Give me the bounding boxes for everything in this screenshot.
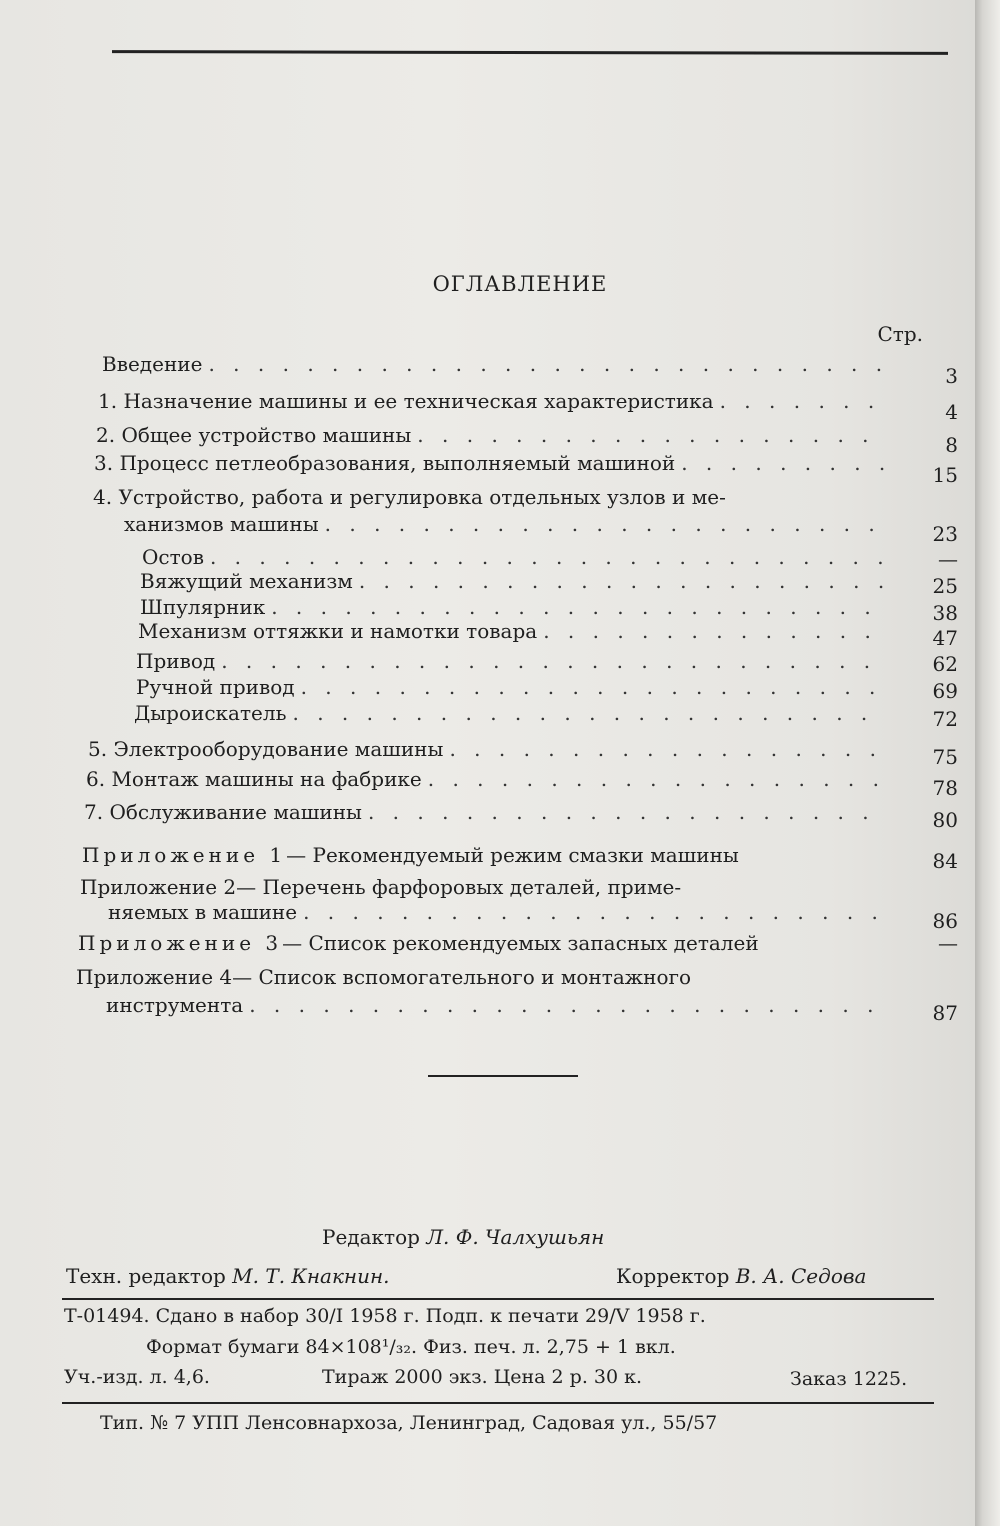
toc-page-number: 23 bbox=[932, 522, 958, 546]
page-edge-shadow bbox=[975, 0, 1000, 1526]
toc-subentry: Вяжущий механизм . . . 25 bbox=[140, 569, 890, 593]
toc-page-number: 78 bbox=[932, 776, 958, 800]
imprint-rule-bottom bbox=[62, 1402, 934, 1404]
toc-subentry: Шпулярник . . . 38 bbox=[140, 595, 890, 619]
toc-appendix: Приложение 1 — Рекомендуемый режим смазки машины 84 bbox=[82, 843, 958, 873]
imprint-rule-top bbox=[62, 1298, 934, 1300]
toc-page-number: 87 bbox=[932, 1001, 958, 1025]
page-column-label: Стр. bbox=[877, 322, 923, 346]
toc-appendix: инструмента . . . 87 bbox=[106, 993, 890, 1017]
toc-page-number: — bbox=[938, 931, 958, 955]
toc-page-number: 8 bbox=[945, 433, 958, 457]
toc-page-number: 62 bbox=[932, 652, 958, 676]
imprint-line-3a: Уч.-изд. л. 4,6. bbox=[64, 1366, 210, 1388]
toc-subentry: Привод . . . 62 bbox=[136, 649, 890, 673]
toc-subentry: Механизм оттяжки и намотки товара . . . 47 bbox=[138, 619, 890, 643]
imprint-line-3c: Заказ 1225. bbox=[790, 1368, 908, 1390]
toc-entry: 1. Назначение машины и ее техническая характеристика . . . 4 bbox=[98, 389, 890, 413]
toc-appendix-line: Приложение 2— Перечень фарфоровых деталей, приме- bbox=[80, 875, 682, 899]
imprint-line-3b: Тираж 2000 экз. Цена 2 р. 30 к. bbox=[322, 1366, 643, 1388]
toc-page-number: 25 bbox=[932, 574, 958, 598]
toc-page-number: 69 bbox=[932, 679, 958, 703]
toc-page-number: 38 bbox=[932, 601, 958, 625]
imprint-line-1: Т-01494. Сдано в набор 30/I 1958 г. Подп. к печати 29/V 1958 г. bbox=[64, 1305, 706, 1327]
toc-page-number: 47 bbox=[932, 626, 958, 650]
toc-page-number: 15 bbox=[932, 463, 958, 487]
printer-line: Тип. № 7 УПП Ленсовнархоза, Ленинград, Садовая ул., 55/57 bbox=[100, 1412, 718, 1434]
toc-entry: 5. Электрооборудование машины . . . 75 bbox=[88, 737, 890, 761]
tech-editor-line: Техн. редактор М. Т. Кнакнин. bbox=[66, 1264, 390, 1288]
toc-subentry: Ручной привод . . . 69 bbox=[136, 675, 890, 699]
toc-page-number: 80 bbox=[932, 808, 958, 832]
section-divider bbox=[428, 1075, 578, 1077]
toc-entry: 3. Процесс петлеобразования, выполняемый машиной . . . 15 bbox=[94, 451, 890, 475]
toc-page-number: 75 bbox=[932, 745, 958, 769]
toc-page-number: — bbox=[938, 547, 958, 571]
toc-page-number: 72 bbox=[932, 707, 958, 731]
editor-line: Редактор Л. Ф. Чалхушьян bbox=[322, 1225, 605, 1249]
toc-appendix: Приложение 3 — Список рекомендуемых запасных деталей — bbox=[78, 931, 958, 955]
toc-page-number: 3 bbox=[945, 364, 958, 388]
toc-entry: 7. Обслуживание машины . . . 80 bbox=[84, 800, 890, 824]
corrector-line: Корректор В. А. Седова bbox=[616, 1264, 867, 1288]
toc-appendix-line: Приложение 4— Список вспомогательного и монтажного bbox=[76, 965, 692, 989]
toc-entry: 2. Общее устройство машины . . . 8 bbox=[96, 423, 890, 447]
imprint-line-2: Формат бумаги 84×108¹/₃₂. Физ. печ. л. 2,75 + 1 вкл. bbox=[146, 1336, 676, 1358]
toc-subentry: Остов . . . — bbox=[142, 545, 890, 569]
toc-page-number: 4 bbox=[945, 400, 958, 424]
toc-entry: Введение . . . 3 bbox=[102, 352, 890, 376]
toc-entry: 6. Монтаж машины на фабрике . . . 78 bbox=[86, 767, 890, 791]
toc-entry-line: 4. Устройство, работа и регулировка отдельных узлов и ме- bbox=[93, 485, 726, 509]
toc-page-number: 86 bbox=[932, 909, 958, 933]
toc-appendix: няемых в машине . . . 86 bbox=[108, 900, 890, 924]
toc-subentry: Дыроискатель . . . 72 bbox=[134, 701, 890, 725]
toc-page-number: 84 bbox=[932, 849, 958, 873]
toc-entry: ханизмов машины . . . 23 bbox=[124, 512, 890, 536]
toc-title: ОГЛАВЛЕНИЕ bbox=[432, 272, 608, 296]
